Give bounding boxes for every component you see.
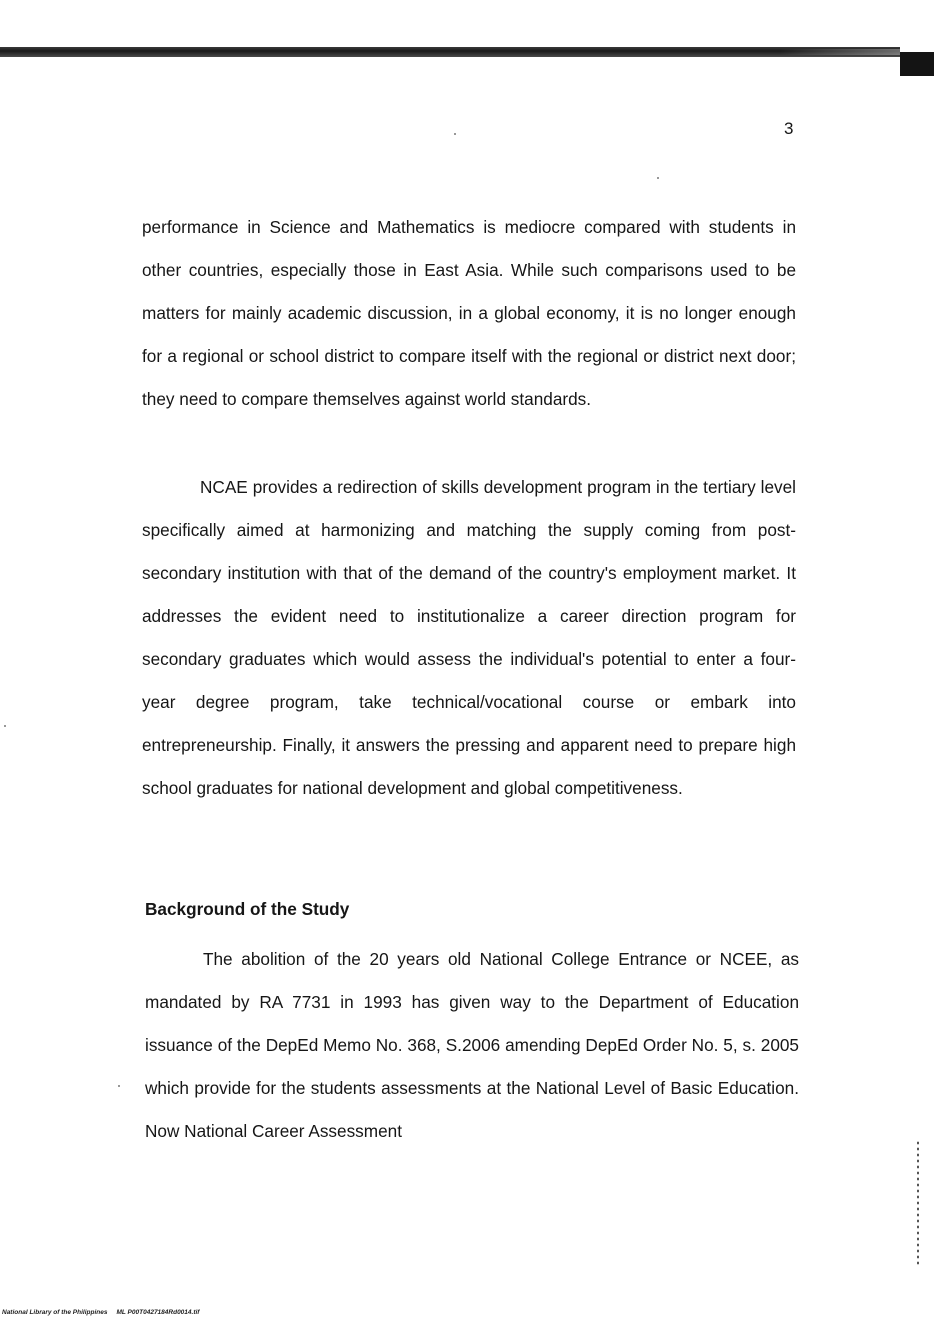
scan-border-fade xyxy=(780,49,900,55)
paragraph-abolition: The abolition of the 20 years old National College Entrance or NCEE, as mandated by RA 7731 in 1993 has given way to the Department of Education issuance of the DepEd Memo No. 368, S.2006 amending DepEd Order No. 5, s. 2005 which provide for the students assessments at the National Level of Basic Education. Now National Career Assessment xyxy=(145,949,799,1141)
scan-corner-mark xyxy=(900,52,934,76)
paragraph-ncae: NCAE provides a redirection of skills development program in the tertiary level specifically aimed at harmonizing and matching the supply coming from post-secondary institution with that of the demand of the country's employment market. It addresses the evident need to institutionalize a career direction program for secondary graduates which would assess the individual's potential to enter a four-year degree program, take technical/vocational course or embark into entrepreneurship. Finally, it answers the pressing and apparent need to prepare high school graduates for national development and global competitiveness. xyxy=(142,477,796,798)
scan-speck xyxy=(454,133,456,135)
scan-speck xyxy=(657,177,659,179)
paragraph-performance: performance in Science and Mathematics is mediocre compared with students in other countries, especially those in East Asia. While such comparisons used to be matters for mainly academic discussion, in a global economy, it is no longer enough for a regional or school district to compare itself with the regional or district next door; they need to compare themselves against world standards. xyxy=(142,217,796,409)
scan-speck xyxy=(4,725,6,727)
footer-library-stamp: National Library of the Philippines ML P00T0427184Rd0014.tif xyxy=(2,1309,200,1316)
scan-edge-noise xyxy=(916,1140,920,1265)
scan-top-border xyxy=(0,47,900,57)
page-number: 3 xyxy=(784,119,794,138)
section-heading: Background of the Study xyxy=(145,899,350,919)
scan-speck xyxy=(118,1085,120,1087)
